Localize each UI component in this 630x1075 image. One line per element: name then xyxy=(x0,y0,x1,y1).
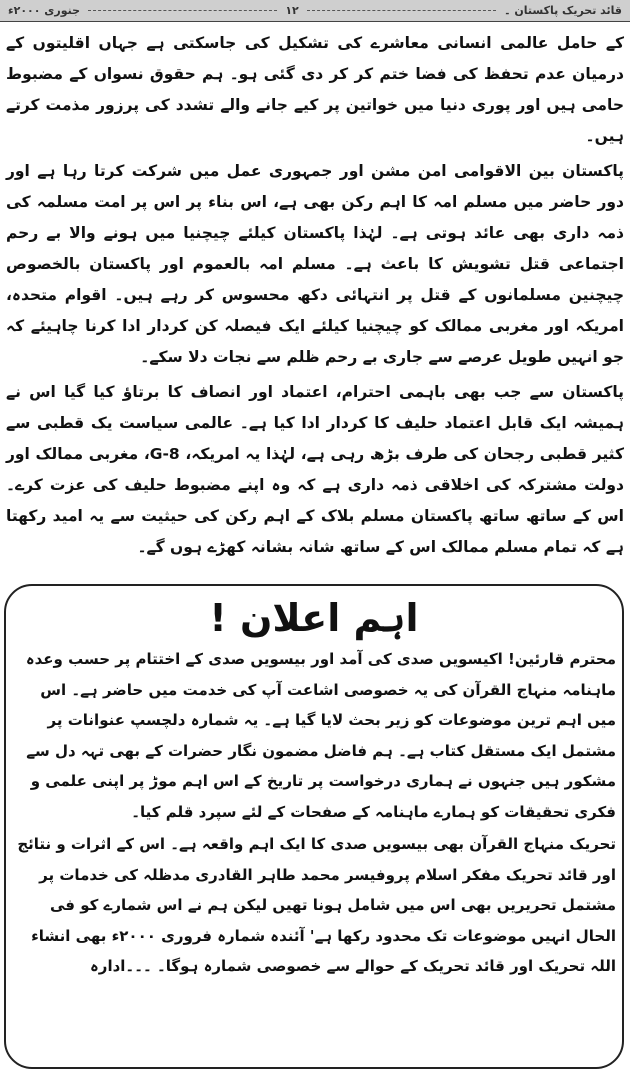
announcement-paragraph: محترم قارئین! اکیسویں صدی کی آمد اور بیسویں صدی کے اختتام پر حسب وعدہ ماہنامہ منہاج القرآن کی یہ خصوصی اشاعت آپ کی خدمت میں حاضر ہے۔ اس میں اہم ترین موضوعات کو زیر بحث لایا گیا ہے۔ یہ شمارہ دلچسپ عنوانات پر مشتمل ایک مستقل کتاب ہے۔ ہم فاضل مضمون نگار حضرات کے بھی تہہ دل سے مشکور ہیں جنہوں نے ہماری درخواست پر تاریخ کے اس اہم موڑ پر اپنی علمی و فکری تحقیقات کو ہمارے ماہنامہ کے صفحات کے لئے سپرد قلم کیا۔ xyxy=(25,650,616,821)
article-body xyxy=(6,28,624,567)
announcement-box xyxy=(4,584,624,1069)
article-paragraph: پاکستان بین الاقوامی امن مشن اور جمہوری عمل میں شرکت کرتا رہا ہے اور دور حاضر میں مسلم امہ کا اہم رکن بھی ہے، اس بناء پر اس پر امت مسلمہ کی ذمہ داری بھی عائد ہوتی ہے۔ لہٰذا پاکستان کیلئے چیچنیا میں ہونے والا بے رحم اجتماعی قتل تشویش کا باعث ہے۔ مسلم امہ بالعموم اور پاکستان بالخصوص چیچنین مسلمانوں کے قتل پر انتہائی دکھ محسوس کر رہے ہیں۔ اقوام متحدہ، امریکہ اور مغربی ممالک کو چیچنیا کیلئے ایک فیصلہ کن کردار ادا کرنا چاہیئے کہ جو انہیں طویل عرصے سے جاری بے رحم ظلم سے نجات دلا سکے۔ xyxy=(6,162,624,366)
announcement-paragraph: تحریک منہاج القرآن بھی بیسویں صدی کا ایک اہم واقعہ ہے۔ اس کے اثرات و نتائج اور قائد تحریک مفکر اسلام پروفیسر محمد طاہر القادری مدظلہ کی خدمات پر مشتمل تحریریں بھی اس میں شامل ہونا تھیں لیکن ہم نے اس شمارے کو فی الحال انہیں موضوعات تک محدود رکھا ہے' آئندہ شمارہ فروری ۲۰۰۰ء بھی انشاء اللہ تحریک اور قائد تحریک کے حوالے سے خصوصی شمارہ ہوگا۔ ۔۔۔ادارہ xyxy=(17,835,616,975)
header-divider xyxy=(307,10,496,11)
article-paragraph: کے حامل عالمی انسانی معاشرے کی تشکیل کی جاسکتی ہے جہاں اقلیتوں کے درمیان عدم تحفظ کی فضا ختم کر کر دی گئی ہو۔ ہم حقوق نسواں کے مضبوط حامی ہیں اور پوری دنیا میں خواتین پر کیے جانے والے تشدد کی پرزور مذمت کرتے ہیں۔ xyxy=(6,34,624,145)
announcement-title: اہم اعلان ! xyxy=(209,596,419,640)
article-paragraph: پاکستان سے جب بھی باہمی احترام، اعتماد اور انصاف کا برتاؤ کیا گیا اس نے ہمیشہ ایک قابل اعتماد حلیف کا کردار ادا کیا ہے۔ عالمی سیاست یک قطبی سے کثیر قطبی رجحان کی طرف بڑھ رہی ہے، لہٰذا یہ امریکہ، G-8، مغربی ممالک اور دولت مشترکہ کی اخلاقی ذمہ داری ہے کہ وہ اپنے مضبوط حلیف کی عزت کرے۔ اس کے ساتھ ساتھ پاکستان مسلم بلاک کے اہم رکن کی حیثیت سے یہ امید رکھتا ہے کہ تمام مسلم ممالک اس کے ساتھ شانہ بشانہ کھڑے ہوں گے۔ xyxy=(6,383,625,556)
header-date: جنوری ۲۰۰۰ء xyxy=(7,4,81,17)
header-section-title: قائد تحریک پاکستان ۔ xyxy=(504,4,622,17)
header-divider xyxy=(88,10,277,11)
page-header xyxy=(0,0,630,22)
header-page-number: ۱۲ xyxy=(285,4,299,17)
